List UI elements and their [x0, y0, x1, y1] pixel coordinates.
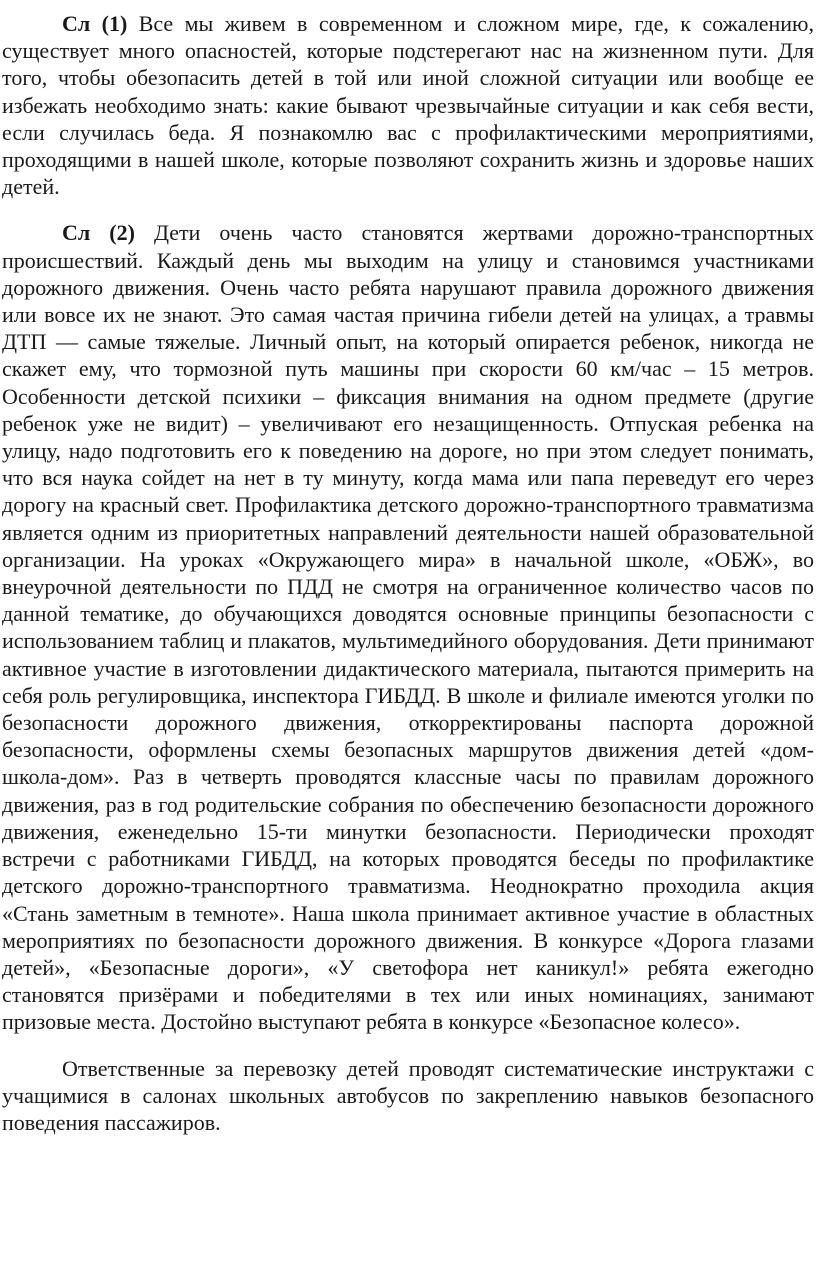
- paragraph-intro-text: Все мы живем в современном и сложном мире, где, к сожалению, существует много опасностей, которые подстерегают нас на жизненном пути. Для того, чтобы обезопасить детей в той или иной сложной ситуации или вообще ее избежать необходимо знать: какие бывают чрезвычайные ситуации и как себя вести, если случилась беда. Я познакомлю вас с профилактическими мероприятиями, проходящими в нашей школе, которые позволяют сохранить жизнь и здоровье наших детей.: [2, 11, 814, 200]
- paragraph-road-safety-text: Дети очень часто становятся жертвами дорожно-транспортных происшествий. Каждый день мы выходим на улицу и становимся участниками дорожного движения. Очень часто ребята нарушают правила дорожного движения или вовсе их не знают. Это самая частая причина гибели детей на улицах, а травмы ДТП — самые тяжелые. Личный опыт, на который опирается ребенок, никогда не скажет ему, что тормозной путь машины при скорости 60 км/час – 15 метров. Особенности детской психики – фиксация внимания на одном предмете (другие ребенок уже не видит) – увеличивают его незащищенность. Отпуская ребенка на улицу, надо подготовить его к поведению на дороге, но при этом следует понимать, что вся наука сойдет на нет в ту минуту, когда мама или папа переведут его через дорогу на красный свет. Профилактика детского дорожно-транспортного травматизма является одним из приоритетных направлений деятельности нашей образовательной организации. На уроках «Окружающего мира» в начальной школе, «ОБЖ», во внеурочной деятельности по ПДД не смотря на ограниченное количество часов по данной тематике, до обучающихся доводятся основные принципы безопасности с использованием таблиц и плакатов, мультимедийного оборудования. Дети принимают активное участие в изготовлении дидактического материала, пытаются примерить на себя роль регулировщика, инспектора ГИБДД. В школе и филиале имеются уголки по безопасности дорожного движения, откорректированы паспорта дорожной безопасности, оформлены схемы безопасных маршрутов движения детей «дом-школа-дом». Раз в четверть проводятся классные часы по правилам дорожного движения, раз в год родительские собрания по обеспечению безопасности дорожного движения, еженедельно 15-ти минутки безопасности. Периодически проходят встречи с работниками ГИБДД, на которых проводятся беседы по профилактике детского дорожно-транспортного травматизма. Неоднократно проходила акция «Стань заметным в темноте». Наша школа принимает активное участие в областных мероприятиях по безопасности дорожного движения. В конкурсе «Дорога глазами детей», «Безопасные дороги», «У светофора нет каникул!» ребята ежегодно становятся призёрами и победителями в тех или иных номинациях, занимают призовые места. Достойно выступают ребята в конкурсе «Безопасное колесо».: [2, 220, 815, 1035]
- slide-marker-2: Сл (2): [62, 220, 135, 246]
- paragraph-transport-text: Ответственные за перевозку детей проводят систематические инструктажи с учащимися в салонах школьных автобусов по закреплению навыков безопасного поведения пассажиров.: [2, 1055, 814, 1135]
- paragraph-road-safety: [2, 219, 814, 1035]
- slide-marker-1: Сл (1): [62, 11, 128, 36]
- paragraph-transport: [2, 1055, 814, 1137]
- paragraph-intro: [2, 10, 814, 200]
